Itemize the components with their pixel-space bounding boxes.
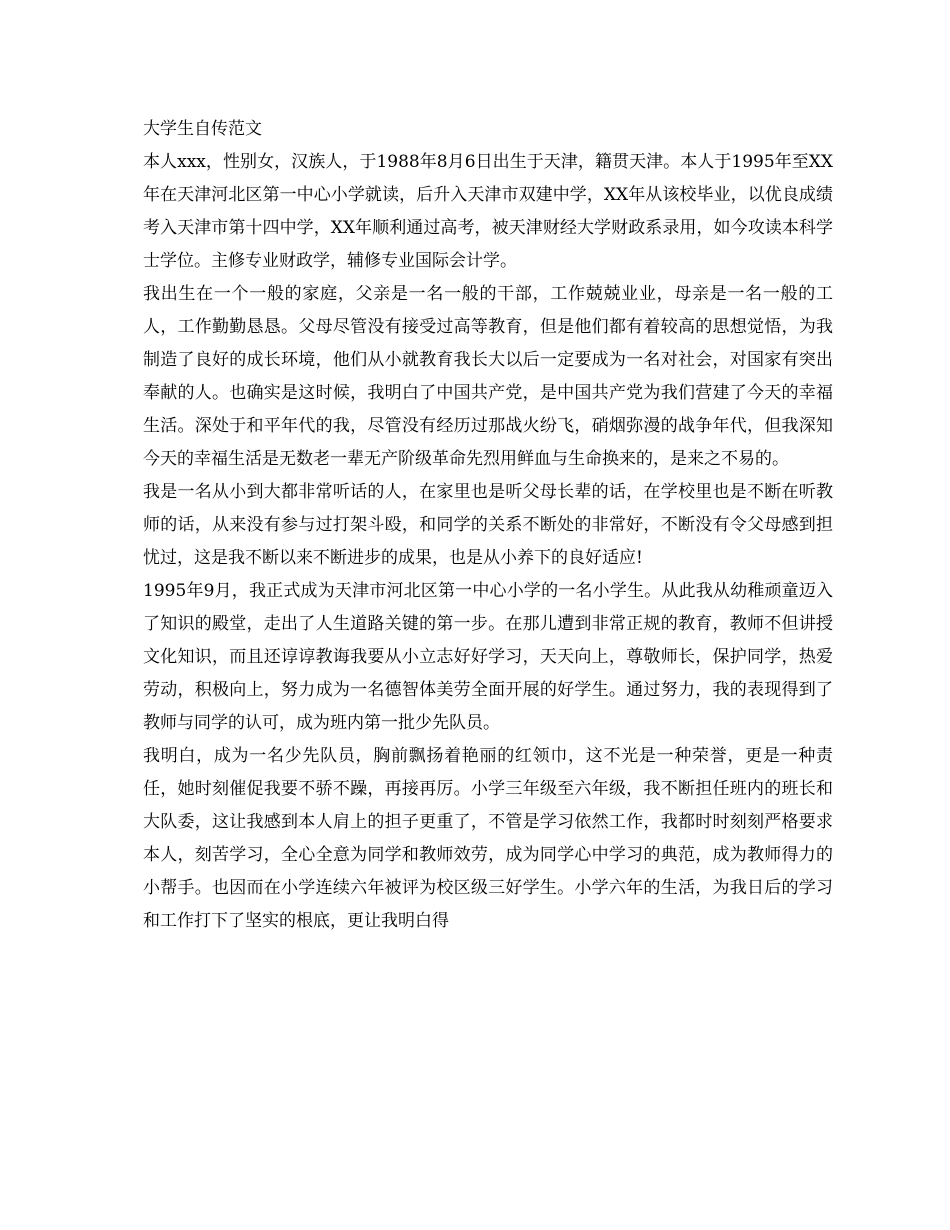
paragraph-young-pioneer: 我明白，成为一名少先队员，胸前飘扬着艳丽的红领巾，这不光是一种荣誉，更是一种责任，她时刻催促我要不骄不躁，再接再厉。小学三年级至六年级，我不断担任班内的班长和大队委，这让我感到本人肩上的担子更重了，不管是学习依然工作，我都时时刻刻严格要求本人，刻苦学习，全心全意为同学和教师效劳，成为同学心中学习的典范，成为教师得力的小帮手。也因而在小学连续六年被评为校区级三好学生。小学六年的生活，为我日后的学习和工作打下了坚实的根底，更让我明白得 bbox=[143, 746, 833, 931]
paragraph-character: 我是一名从小到大都非常听话的人，在家里也是听父母长辈的话，在学校里也是不断在听教师的话，从来没有参与过打架斗殴，和同学的关系不断处的非常好，不断没有令父母感到担忧过，这是我不断以来不断进步的成果，也是从小养下的良好适应! bbox=[143, 482, 833, 568]
document-body bbox=[143, 113, 833, 938]
paragraph-intro: 本人xxx，性别女，汉族人，于1988年8月6日出生于天津，籍贯天津。本人于1995年至XX年在天津河北区第一中心小学就读，后升入天津市双建中学，XX年从该校毕业，以优良成绩考入天津市第十四中学，XX年顺利通过高考，被天津财经大学财政系录用，如今攻读本科学士学位。主修专业财政学，辅修专业国际会计学。 bbox=[143, 152, 834, 271]
document-title: 大学生自传范文 bbox=[143, 119, 262, 139]
paragraph-primary-school: 1995年9月，我正式成为天津市河北区第一中心小学的一名小学生。从此我从幼稚顽童迈入了知识的殿堂，走出了人生道路关键的第一步。在那儿遭到非常正规的教育，教师不但讲授文化知识，而且还谆谆教诲我要从小立志好好学习，天天向上，尊敬师长，保护同学，热爱劳动，积极向上，努力成为一名德智体美劳全面开展的好学生。通过努力，我的表现得到了教师与同学的认可，成为班内第一批少先队员。 bbox=[143, 581, 833, 733]
paragraph-family: 我出生在一个一般的家庭，父亲是一名一般的干部，工作兢兢业业，母亲是一名一般的工人，工作勤勤恳恳。父母尽管没有接受过高等教育，但是他们都有着较高的思想觉悟，为我制造了良好的成长环境，他们从小就教育我长大以后一定要成为一名对社会，对国家有突出奉献的人。也确实是这时候，我明白了中国共产党，是中国共产党为我们营建了今天的幸福生活。深处于和平年代的我，尽管没有经历过那战火纷飞，硝烟弥漫的战争年代，但我深知今天的幸福生活是无数老一辈无产阶级革命先烈用鲜血与生命换来的，是来之不易的。 bbox=[143, 284, 833, 469]
